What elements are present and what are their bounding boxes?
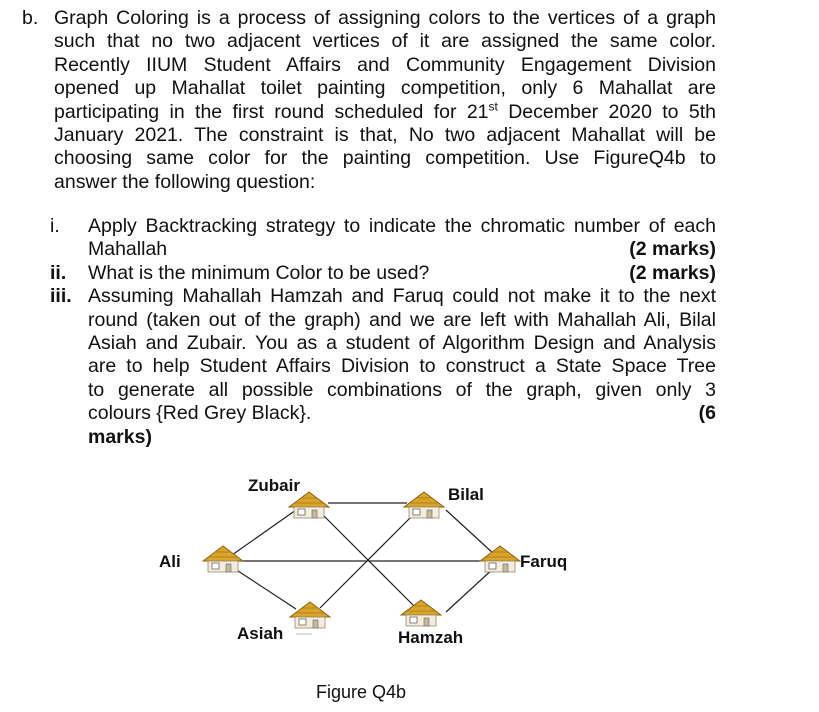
intro-line-3: Recently IIUM Student Affairs and Community Engagement Division	[54, 53, 716, 76]
subquestion-iii-line-1: Assuming Mahallah Hamzah and Faruq could not make it to the next	[88, 285, 716, 308]
subquestion-iii-line-2: round (taken out of the graph) and we are left with Mahallah Ali, Bilal	[88, 308, 716, 331]
house-icon-hamzah	[401, 600, 441, 626]
edge-ali-zubair	[232, 510, 296, 555]
intro-line-2: such that no two adjacent vertices of it are assigned the same color.	[54, 30, 716, 53]
node-label-faruq: Faruq	[520, 552, 568, 571]
subquestion-ii-text: What is the minimum Color to be used?	[88, 261, 430, 284]
intro-line-5-sup: st	[488, 99, 498, 114]
node-label-ali: Ali	[159, 552, 181, 571]
subquestion-iii-line-4: are to help Student Affairs Division to construct a State Space Tree	[88, 355, 716, 378]
subquestion-iii-line-5: to generate all possible combinations of the graph, given only 3	[88, 378, 716, 401]
subquestion-iii-line-6: colours {Red Grey Black}.	[88, 402, 312, 425]
subquestion-i-line-1: Apply Backtracking strategy to indicate the chromatic number of each	[88, 215, 716, 237]
subquestion-i-number: i.	[50, 215, 60, 237]
intro-line-4: opened up Mahallat toilet painting competition, only 6 Mahallat are	[54, 77, 716, 100]
house-icon-ali	[203, 546, 243, 572]
subquestion-i-marks: (2 marks)	[629, 238, 716, 261]
node-label-hamzah: Hamzah	[398, 628, 464, 647]
figure-caption: Figure Q4b	[316, 682, 407, 702]
edge-ali-asiah	[232, 567, 296, 609]
intro-line-5-start: participating in the first round scheduled for 21	[54, 100, 489, 123]
intro-line-7: choosing same color for the painting competition. Use FigureQ4b to	[54, 147, 716, 170]
house-icon-bilal	[404, 492, 444, 518]
house-icon-faruq	[480, 546, 520, 572]
node-label-asiah: Asiah	[237, 624, 284, 643]
intro-line-1: Graph Coloring is a process of assigning colors to the vertices of a graph	[54, 7, 716, 29]
intro-line-8: answer the following question:	[54, 170, 316, 193]
intro-line-6: January 2021. The constraint is that, No two adjacent Mahallat will be	[54, 124, 716, 147]
question-label: b.	[22, 7, 39, 29]
subquestion-iii-number: iii.	[50, 285, 72, 308]
subquestion-iii-line-3: Asiah and Zubair. You as a student of Algorithm Design and Analysis	[88, 332, 716, 355]
subquestion-i-line-2: Mahallah	[88, 238, 168, 261]
edge-bilal-faruq	[446, 510, 495, 555]
subquestion-ii-number: ii.	[50, 261, 67, 284]
edge-hamzah-faruq	[446, 567, 495, 612]
subquestion-ii-marks: (2 marks)	[629, 261, 716, 284]
node-label-zubair: Zubair	[248, 476, 300, 495]
node-label-bilal: Bilal	[448, 485, 484, 504]
house-icon-asiah	[290, 602, 330, 628]
intro-line-5-end: December 2020 to 5th	[497, 100, 716, 123]
subquestion-iii-marks-2: marks)	[88, 425, 152, 448]
subquestion-iii-marks-1: (6	[698, 402, 716, 425]
